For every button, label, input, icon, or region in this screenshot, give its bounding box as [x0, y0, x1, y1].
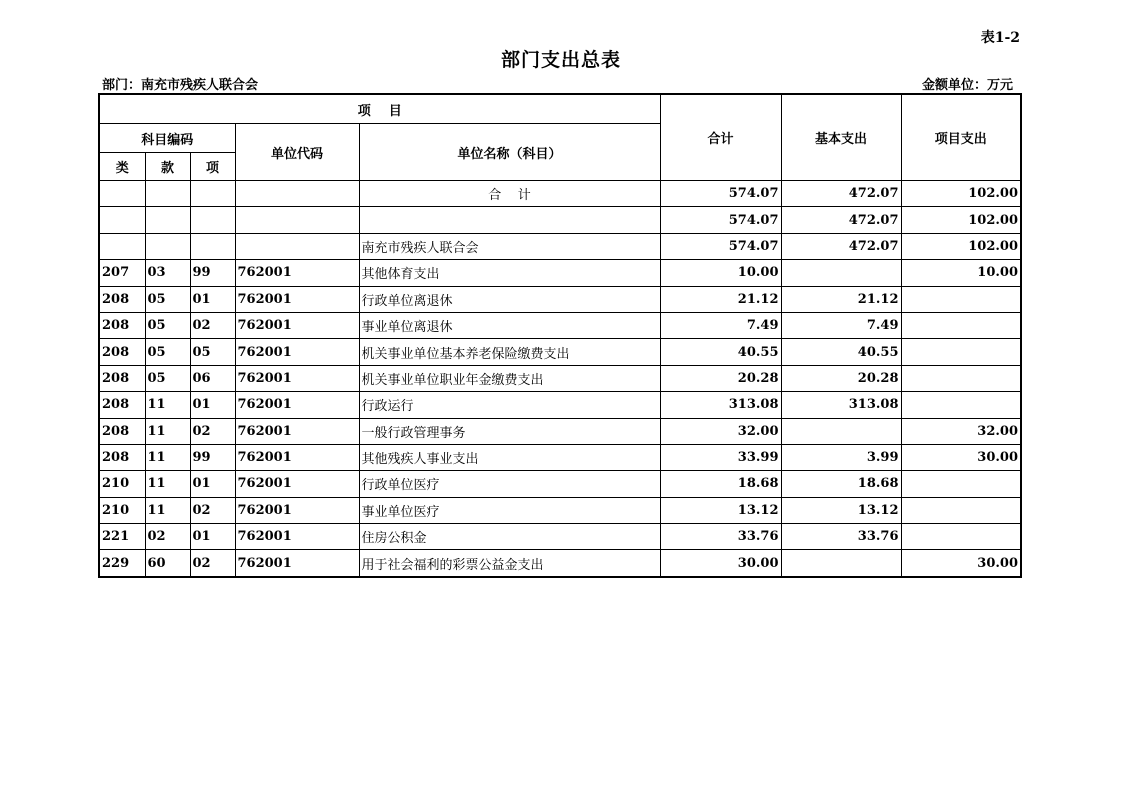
cell-basic: 7.49: [781, 312, 901, 338]
cell-unit-code: 762001: [235, 550, 359, 577]
cell-lei: [99, 207, 145, 233]
header-subject-code: 科目编码: [99, 124, 235, 153]
cell-total: 20.28: [660, 365, 781, 391]
cell-lei: 208: [99, 418, 145, 444]
cell-basic: 3.99: [781, 444, 901, 470]
table-row: [99, 550, 1021, 577]
cell-project: [901, 392, 1021, 418]
header-item: 项 目: [99, 94, 660, 124]
cell-xiang: [190, 233, 235, 259]
cell-unit-code: [235, 207, 359, 233]
table-row: [99, 444, 1021, 470]
cell-project: [901, 312, 1021, 338]
cell-kuan: [145, 233, 190, 259]
amount-unit-label: 金额单位：万元: [921, 78, 1013, 93]
cell-unit-name: 用于社会福利的彩票公益金支出: [359, 550, 660, 577]
cell-lei: 208: [99, 339, 145, 365]
cell-unit-name: [359, 207, 660, 233]
cell-kuan: 60: [145, 550, 190, 577]
cell-unit-name: 事业单位医疗: [359, 497, 660, 523]
cell-lei: 208: [99, 365, 145, 391]
cell-unit-code: 762001: [235, 444, 359, 470]
cell-unit-name: 事业单位离退休: [359, 312, 660, 338]
header-basic-expenditure: 基本支出: [781, 94, 901, 181]
cell-project: [901, 497, 1021, 523]
cell-kuan: 11: [145, 444, 190, 470]
cell-total: 574.07: [660, 233, 781, 259]
cell-unit-name: 行政单位医疗: [359, 471, 660, 497]
cell-unit-code: 762001: [235, 392, 359, 418]
table-row: [99, 418, 1021, 444]
cell-total: 32.00: [660, 418, 781, 444]
cell-kuan: 11: [145, 497, 190, 523]
table-row: [99, 392, 1021, 418]
cell-kuan: 11: [145, 471, 190, 497]
cell-lei: 207: [99, 260, 145, 286]
cell-unit-code: 762001: [235, 471, 359, 497]
cell-kuan: [145, 181, 190, 207]
cell-xiang: 02: [190, 418, 235, 444]
cell-project: [901, 365, 1021, 391]
table-number: 表1-2: [980, 30, 1020, 46]
table-row: [99, 524, 1021, 550]
cell-basic: 472.07: [781, 181, 901, 207]
cell-total: 313.08: [660, 392, 781, 418]
cell-xiang: 02: [190, 550, 235, 577]
cell-kuan: 03: [145, 260, 190, 286]
cell-xiang: 06: [190, 365, 235, 391]
cell-lei: 210: [99, 497, 145, 523]
cell-total: 574.07: [660, 181, 781, 207]
cell-unit-name: 住房公积金: [359, 524, 660, 550]
cell-unit-code: 762001: [235, 260, 359, 286]
cell-total: 21.12: [660, 286, 781, 312]
cell-kuan: 11: [145, 418, 190, 444]
table-row: [99, 497, 1021, 523]
cell-xiang: 05: [190, 339, 235, 365]
cell-total: 7.49: [660, 312, 781, 338]
cell-total: 10.00: [660, 260, 781, 286]
cell-unit-code: 762001: [235, 339, 359, 365]
cell-kuan: 05: [145, 339, 190, 365]
cell-basic: 472.07: [781, 233, 901, 259]
cell-project: [901, 524, 1021, 550]
cell-project: [901, 286, 1021, 312]
cell-xiang: 99: [190, 260, 235, 286]
cell-kuan: 11: [145, 392, 190, 418]
cell-xiang: 99: [190, 444, 235, 470]
cell-unit-code: 762001: [235, 365, 359, 391]
cell-kuan: 05: [145, 312, 190, 338]
cell-unit-code: 762001: [235, 497, 359, 523]
cell-basic: [781, 418, 901, 444]
cell-project: 102.00: [901, 181, 1021, 207]
cell-unit-code: 762001: [235, 418, 359, 444]
header-unit-name: 单位名称（科目）: [359, 124, 660, 181]
cell-project: [901, 471, 1021, 497]
header-project-expenditure: 项目支出: [901, 94, 1021, 181]
cell-project: 102.00: [901, 233, 1021, 259]
cell-project: 30.00: [901, 550, 1021, 577]
cell-lei: 208: [99, 312, 145, 338]
cell-basic: 33.76: [781, 524, 901, 550]
cell-unit-code: 762001: [235, 524, 359, 550]
cell-lei: 221: [99, 524, 145, 550]
cell-basic: [781, 260, 901, 286]
cell-project: 102.00: [901, 207, 1021, 233]
header-xiang: 项: [190, 153, 235, 181]
cell-unit-code: [235, 233, 359, 259]
cell-total: 13.12: [660, 497, 781, 523]
cell-basic: 20.28: [781, 365, 901, 391]
cell-xiang: 02: [190, 497, 235, 523]
summary-row: [99, 181, 1021, 207]
table-row: [99, 365, 1021, 391]
cell-xiang: 01: [190, 286, 235, 312]
table-row: [99, 312, 1021, 338]
cell-unit-name: 其他残疾人事业支出: [359, 444, 660, 470]
cell-basic: 40.55: [781, 339, 901, 365]
cell-kuan: 05: [145, 286, 190, 312]
cell-project: 10.00: [901, 260, 1021, 286]
cell-unit-name: 机关事业单位职业年金缴费支出: [359, 365, 660, 391]
cell-unit-code: [235, 181, 359, 207]
table-row: [99, 260, 1021, 286]
summary-row: [99, 233, 1021, 259]
table-row: [99, 471, 1021, 497]
cell-basic: [781, 550, 901, 577]
cell-xiang: 02: [190, 312, 235, 338]
cell-xiang: [190, 181, 235, 207]
cell-lei: 208: [99, 392, 145, 418]
cell-basic: 21.12: [781, 286, 901, 312]
header-kuan: 款: [145, 153, 190, 181]
cell-xiang: [190, 207, 235, 233]
cell-total: 33.76: [660, 524, 781, 550]
cell-xiang: 01: [190, 524, 235, 550]
cell-unit-name: 一般行政管理事务: [359, 418, 660, 444]
cell-lei: 210: [99, 471, 145, 497]
table-row: [99, 339, 1021, 365]
cell-lei: 208: [99, 286, 145, 312]
expenditure-table: [98, 93, 1022, 578]
cell-basic: 18.68: [781, 471, 901, 497]
summary-row: [99, 207, 1021, 233]
cell-basic: 13.12: [781, 497, 901, 523]
cell-lei: [99, 181, 145, 207]
department-label: 部门：南充市残疾人联合会: [102, 78, 259, 93]
cell-total: 18.68: [660, 471, 781, 497]
cell-basic: 472.07: [781, 207, 901, 233]
header-lei: 类: [99, 153, 145, 181]
cell-unit-name: 机关事业单位基本养老保险缴费支出: [359, 339, 660, 365]
cell-lei: 208: [99, 444, 145, 470]
header-total: 合计: [660, 94, 781, 181]
cell-lei: [99, 233, 145, 259]
cell-kuan: 05: [145, 365, 190, 391]
cell-unit-code: 762001: [235, 312, 359, 338]
cell-total: 30.00: [660, 550, 781, 577]
cell-basic: 313.08: [781, 392, 901, 418]
cell-unit-name: 其他体育支出: [359, 260, 660, 286]
cell-total: 40.55: [660, 339, 781, 365]
page-title: 部门支出总表: [500, 49, 621, 71]
header-unit-code: 单位代码: [235, 124, 359, 181]
cell-project: [901, 339, 1021, 365]
cell-unit-name: 合 计: [359, 181, 660, 207]
cell-project: 30.00: [901, 444, 1021, 470]
cell-kuan: 02: [145, 524, 190, 550]
cell-unit-name: 南充市残疾人联合会: [359, 233, 660, 259]
cell-total: 574.07: [660, 207, 781, 233]
cell-lei: 229: [99, 550, 145, 577]
cell-xiang: 01: [190, 471, 235, 497]
cell-unit-name: 行政运行: [359, 392, 660, 418]
cell-xiang: 01: [190, 392, 235, 418]
table-row: [99, 286, 1021, 312]
cell-unit-code: 762001: [235, 286, 359, 312]
cell-project: 32.00: [901, 418, 1021, 444]
cell-kuan: [145, 207, 190, 233]
cell-unit-name: 行政单位离退休: [359, 286, 660, 312]
cell-total: 33.99: [660, 444, 781, 470]
